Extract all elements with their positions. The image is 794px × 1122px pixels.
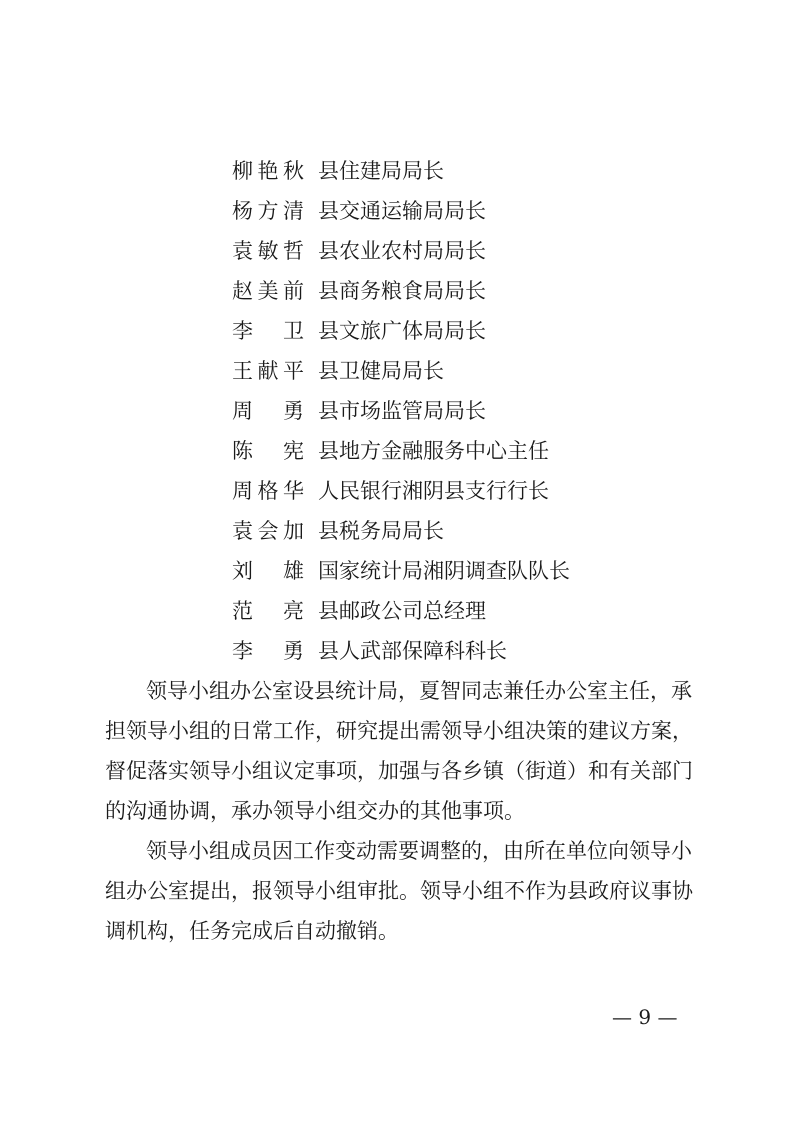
member-title: 人民银行湘阴县支行行长 bbox=[318, 479, 549, 503]
member-row bbox=[0, 551, 794, 591]
paragraph-line: 调机构，任务完成后自动撤销。 bbox=[105, 919, 399, 943]
paragraph-line: 担领导小组的日常工作，研究提出需领导小组决策的建议方案， bbox=[105, 719, 693, 743]
member-title: 县人武部保障科科长 bbox=[318, 639, 507, 663]
member-row bbox=[0, 351, 794, 391]
member-title: 县文旅广体局局长 bbox=[318, 319, 486, 343]
paragraph-line: 督促落实领导小组议定事项，加强与各乡镇（街道）和有关部门 bbox=[105, 759, 693, 783]
member-name: 周 勇 bbox=[232, 399, 304, 423]
paragraph-line: 领导小组成员因工作变动需要调整的，由所在单位向领导小 bbox=[146, 839, 692, 863]
member-title: 县交通运输局局长 bbox=[318, 199, 486, 223]
member-name: 赵 美 前 bbox=[232, 279, 304, 303]
member-name: 李 勇 bbox=[232, 639, 304, 663]
member-name: 周 格 华 bbox=[232, 479, 304, 503]
member-title: 县邮政公司总经理 bbox=[318, 599, 486, 623]
member-name: 袁 会 加 bbox=[232, 519, 304, 543]
member-row bbox=[0, 391, 794, 431]
member-name: 王 献 平 bbox=[232, 359, 304, 383]
member-name: 李 卫 bbox=[232, 319, 304, 343]
member-title: 县住建局局长 bbox=[318, 159, 444, 183]
member-row bbox=[0, 431, 794, 471]
member-title: 国家统计局湘阴调查队队长 bbox=[318, 559, 570, 583]
page-number: — 9 — bbox=[612, 1005, 678, 1029]
member-row bbox=[0, 471, 794, 511]
member-row bbox=[0, 151, 794, 191]
member-name: 刘 雄 bbox=[232, 559, 304, 583]
member-title: 县卫健局局长 bbox=[318, 359, 444, 383]
member-title: 县税务局局长 bbox=[318, 519, 444, 543]
member-row bbox=[0, 191, 794, 231]
member-title: 县商务粮食局局长 bbox=[318, 279, 486, 303]
member-row bbox=[0, 591, 794, 631]
member-name: 柳 艳 秋 bbox=[232, 159, 304, 183]
member-name: 袁 敏 哲 bbox=[232, 239, 304, 263]
member-row bbox=[0, 271, 794, 311]
member-title: 县农业农村局局长 bbox=[318, 239, 486, 263]
member-name: 陈 宪 bbox=[232, 439, 304, 463]
member-name: 范 亮 bbox=[232, 599, 304, 623]
member-row bbox=[0, 231, 794, 271]
member-row bbox=[0, 631, 794, 671]
member-name: 杨 方 清 bbox=[232, 199, 304, 223]
member-title: 县市场监管局局长 bbox=[318, 399, 486, 423]
paragraph-line: 组办公室提出，报领导小组审批。领导小组不作为县政府议事协 bbox=[105, 879, 693, 903]
paragraph-line: 领导小组办公室设县统计局，夏智同志兼任办公室主任，承 bbox=[146, 679, 692, 703]
member-row bbox=[0, 511, 794, 551]
member-row bbox=[0, 311, 794, 351]
member-title: 县地方金融服务中心主任 bbox=[318, 439, 549, 463]
paragraph-line: 的沟通协调，承办领导小组交办的其他事项。 bbox=[105, 799, 525, 823]
